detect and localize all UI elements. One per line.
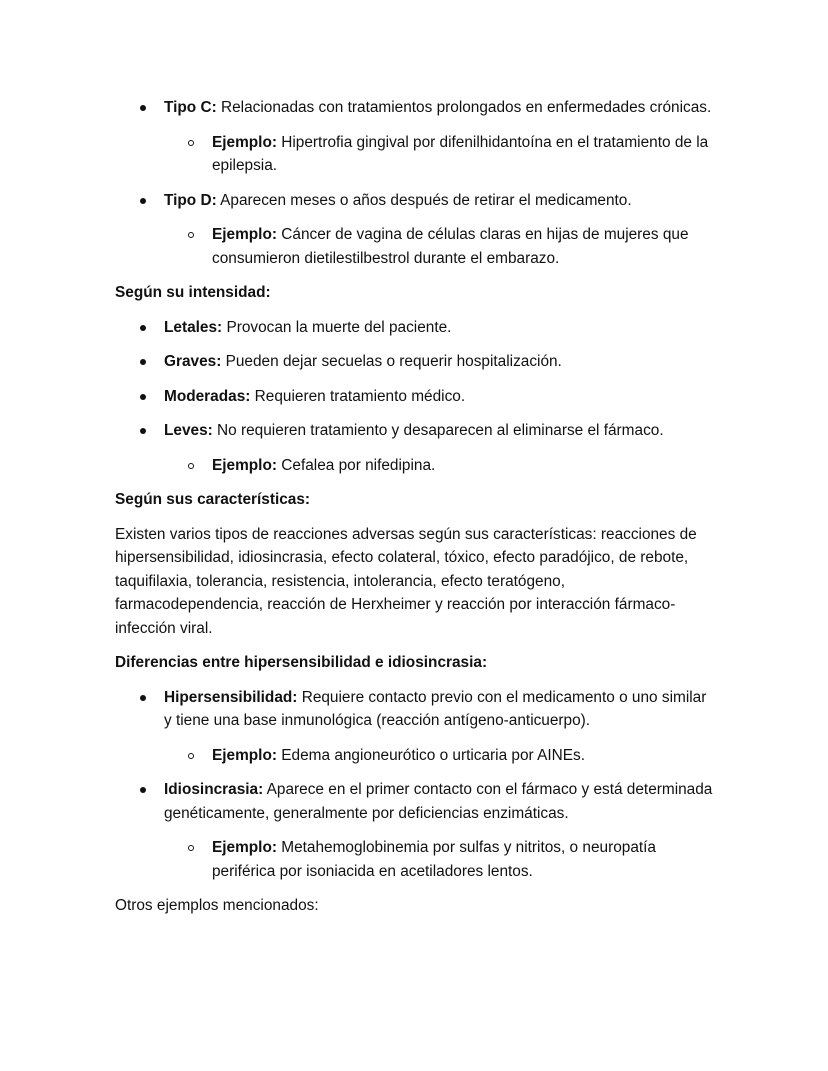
heading-caracteristicas: Según sus características: [115, 491, 311, 508]
text-moderadas: Requieren tratamiento médico. [250, 387, 466, 405]
list-item-moderadas [115, 385, 715, 409]
example-label: Ejemplo: [212, 746, 277, 764]
diferencias-list [115, 686, 715, 884]
list-item-hipersensibilidad [115, 686, 715, 733]
term-moderadas: Moderadas: [164, 387, 251, 405]
list-item-tipo-c [115, 96, 715, 120]
example-label: Ejemplo: [212, 133, 277, 151]
term-letales: Letales: [164, 318, 223, 336]
example-idiosincrasia [115, 836, 715, 883]
paragraph-caracteristicas: Existen varios tipos de reacciones adversas según sus características: reacciones de hipersensibilidad, idiosincrasia, efecto colateral, tóxico, efecto paradójico, de rebote, taquifilaxia, tolerancia, resistencia, intolerancia, efecto teratógeno, farmacodependencia, reacción de Herxheimer y reacción por interacción fármaco-infección viral. [115, 525, 697, 637]
example-tipo-c [115, 131, 715, 178]
heading-diferencias: Diferencias entre hipersensibilidad e idiosincrasia: [115, 654, 488, 671]
list-item-idiosincrasia [115, 778, 715, 825]
example-text: Hipertrofia gingival por difenilhidantoína en el tratamiento de la epilepsia. [212, 133, 709, 174]
text-leves: No requieren tratamiento y desaparecen al eliminarse el fármaco. [212, 422, 664, 439]
example-label: Ejemplo: [212, 456, 277, 474]
heading-intensidad: Según su intensidad: [115, 284, 271, 301]
example-hipersensibilidad [115, 744, 715, 768]
text-letales: Provocan la muerte del paciente. [222, 318, 452, 336]
term-hipersensibilidad: Hipersensibilidad: [164, 688, 298, 706]
list-item-graves [115, 350, 715, 374]
example-text: Cefalea por nifedipina. [277, 456, 436, 474]
intensidad-list [115, 316, 715, 478]
list-item-letales [115, 316, 715, 340]
term-tipo-c: Tipo C: [164, 99, 217, 116]
example-text: Cáncer de vagina de células claras en hijas de mujeres que consumieron dietilestilbestrol durante el embarazo. [212, 226, 689, 267]
text-hipersensibilidad: Requiere contacto previo con el medicamento o uno similar y tiene una base inmunológica (reacción antígeno-anticuerpo). [164, 688, 707, 729]
example-leves [115, 454, 715, 478]
text-tipo-d: Aparecen meses o años después de retirar el medicamento. [216, 191, 632, 209]
list-item-leves [115, 419, 715, 443]
term-idiosincrasia: Idiosincrasia: [164, 781, 264, 798]
example-text: Metahemoglobinemia por sulfas y nitritos, o neuropatía periférica por isoniacida en acetiladores lentos. [212, 839, 656, 880]
term-tipo-d: Tipo D: [164, 191, 217, 209]
paragraph-otros-ejemplos: Otros ejemplos mencionados: [115, 897, 319, 914]
text-tipo-c: Relacionadas con tratamientos prolongados en enfermedades crónicas. [216, 99, 712, 116]
document-page [115, 96, 715, 929]
term-graves: Graves: [164, 353, 222, 370]
example-text: Edema angioneurótico o urticaria por AINEs. [277, 746, 585, 764]
term-leves: Leves: [164, 422, 213, 439]
text-idiosincrasia: Aparece en el primer contacto con el fármaco y está determinada genéticamente, generalmente por deficiencias enzimáticas. [164, 781, 713, 822]
example-label: Ejemplo: [212, 839, 277, 856]
tipo-list [115, 96, 715, 270]
example-label: Ejemplo: [212, 226, 277, 243]
text-graves: Pueden dejar secuelas o requerir hospitalización. [221, 353, 562, 370]
example-tipo-d [115, 223, 715, 270]
list-item-tipo-d [115, 189, 715, 213]
